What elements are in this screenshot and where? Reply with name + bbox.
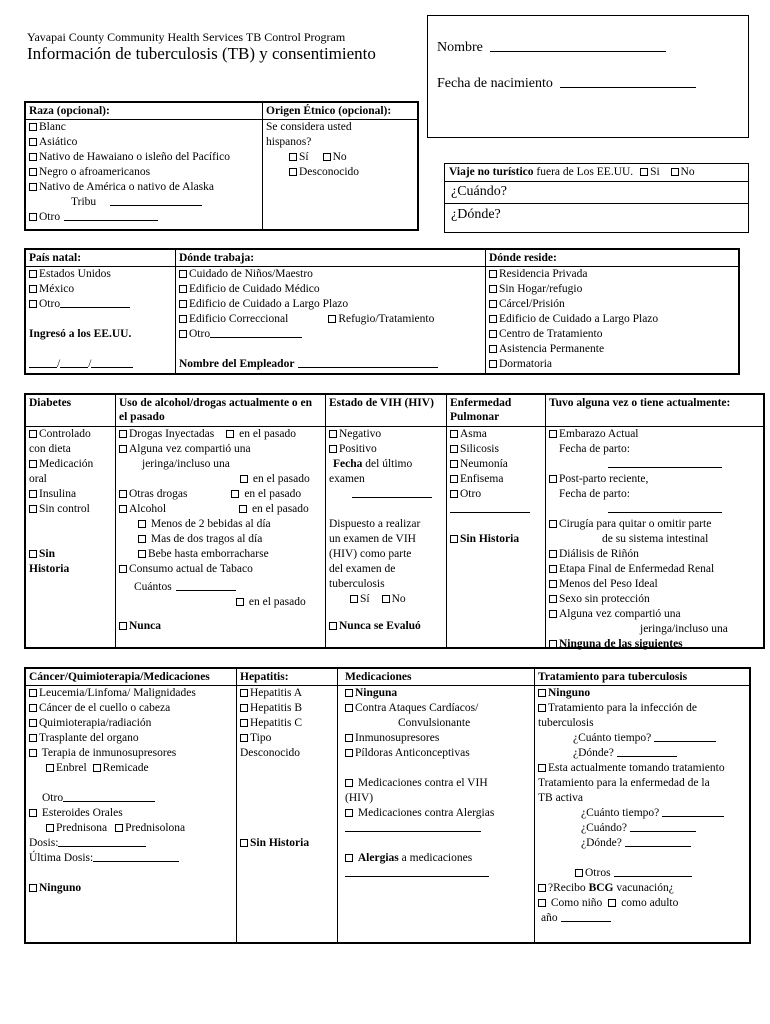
travel-question[interactable]: Viaje no turístico fuera de Los EE.UU. Si No xyxy=(445,164,748,182)
checkbox-icon[interactable] xyxy=(119,490,127,498)
tobacco-past[interactable]: en el pasado xyxy=(116,595,325,610)
ethnic-unknown[interactable]: Desconocido xyxy=(263,165,417,180)
checkbox-icon[interactable] xyxy=(29,734,37,742)
hepatitis-option[interactable]: Hepatitis C xyxy=(237,716,337,731)
checkbox-icon[interactable] xyxy=(489,360,497,368)
travel-box xyxy=(444,163,749,233)
checkbox-icon[interactable] xyxy=(329,622,337,630)
checkbox-icon[interactable] xyxy=(345,704,353,712)
checkbox-icon[interactable] xyxy=(382,595,390,603)
checkbox-icon[interactable] xyxy=(671,168,679,176)
condition-option[interactable]: Etapa Final de Enfermedad Renal xyxy=(546,562,763,577)
checkbox-icon[interactable] xyxy=(231,490,239,498)
drug-allergies[interactable]: Alergias a medicaciones xyxy=(338,851,534,866)
alcohol-option[interactable]: Mas de dos tragos al día xyxy=(116,532,325,547)
health-history-box xyxy=(24,393,765,649)
condition-option[interactable]: Diálisis de Riñón xyxy=(546,547,763,562)
birth-header: País natal: xyxy=(26,250,175,267)
tb-active-where[interactable]: ¿Dónde? xyxy=(535,836,749,851)
checkbox-icon[interactable] xyxy=(29,884,37,892)
checkbox-icon[interactable] xyxy=(240,475,248,483)
tb-infection-line2: tuberculosis xyxy=(538,717,594,729)
condition-shared-line2: jeringa/incluso una xyxy=(640,623,728,635)
checkbox-icon[interactable] xyxy=(345,734,353,742)
race-header: Raza (opcional): xyxy=(26,103,262,120)
substance-injected[interactable]: Drogas Inyectadas en el pasado xyxy=(116,427,325,442)
oral-steroids[interactable]: Esteroides Orales xyxy=(26,806,236,821)
residence-header: Dónde reside: xyxy=(486,250,738,267)
hiv-header: Estado de VIH (HIV) xyxy=(326,395,446,427)
tobacco-count-blank[interactable] xyxy=(176,590,236,591)
last-dose-blank[interactable] xyxy=(93,861,179,862)
race-other-blank[interactable] xyxy=(64,220,158,221)
checkbox-icon[interactable] xyxy=(179,270,187,278)
dob-blank[interactable] xyxy=(560,87,696,88)
diabetes-option-line2: oral xyxy=(29,473,47,485)
cancer-option[interactable]: Cáncer de el cuello o cabeza xyxy=(26,701,236,716)
work-option[interactable]: Edificio de Cuidado a Largo Plazo xyxy=(176,297,485,312)
checkbox-icon[interactable] xyxy=(489,270,497,278)
conditions-none[interactable]: Ninguna de las siguientes xyxy=(546,637,763,652)
tb-infection-where[interactable]: ¿Dónde? xyxy=(535,746,749,761)
checkbox-icon[interactable] xyxy=(179,285,187,293)
lung-header: Enfermedad Pulmonar xyxy=(447,395,545,427)
checkbox-icon[interactable] xyxy=(93,764,101,772)
employer-blank[interactable] xyxy=(298,367,438,368)
checkbox-icon[interactable] xyxy=(179,315,187,323)
checkbox-icon[interactable] xyxy=(240,704,248,712)
due-date-label: Fecha de parto: xyxy=(559,443,630,455)
dose-field[interactable]: Dosis: xyxy=(26,836,236,851)
cancer-option[interactable]: Leucemia/Linfoma/ Malignidades xyxy=(26,686,236,701)
conditions-header: Tuvo alguna vez o tiene actualmente: xyxy=(546,395,763,427)
checkbox-icon[interactable] xyxy=(29,168,37,176)
lung-option[interactable]: Asma xyxy=(447,427,545,442)
alcohol-option[interactable]: Bebe hasta emborracharse xyxy=(116,547,325,562)
checkbox-icon[interactable] xyxy=(345,779,353,787)
checkbox-icon[interactable] xyxy=(115,824,123,832)
checkbox-icon[interactable] xyxy=(240,839,248,847)
medication-hiv[interactable]: Medicaciones contra el VIH xyxy=(338,776,534,791)
condition-postpartum[interactable]: Post-parto reciente, xyxy=(546,472,763,487)
checkbox-icon[interactable] xyxy=(549,430,557,438)
checkbox-icon[interactable] xyxy=(29,749,37,757)
residence-option[interactable]: Asistencia Permanente xyxy=(486,342,738,357)
delivery-date-blank[interactable] xyxy=(546,502,763,517)
checkbox-icon[interactable] xyxy=(29,430,37,438)
hiv-willing-yes-no[interactable]: Sí No xyxy=(326,592,446,607)
dob-label: Fecha de nacimiento xyxy=(437,76,553,91)
medication-option[interactable]: Inmunosupresores xyxy=(338,731,534,746)
name-blank[interactable] xyxy=(490,51,666,52)
lung-option[interactable]: Neumonía xyxy=(447,457,545,472)
checkbox-icon[interactable] xyxy=(345,809,353,817)
hiv-test-date-label: Fecha del último xyxy=(333,458,413,470)
work-option[interactable]: Edificio Correccional Refugio/Tratamiento xyxy=(176,312,485,327)
checkbox-icon[interactable] xyxy=(240,689,248,697)
checkbox-icon[interactable] xyxy=(29,460,37,468)
checkbox-icon[interactable] xyxy=(119,565,127,573)
cancer-other-blank[interactable] xyxy=(63,801,155,802)
checkbox-icon[interactable] xyxy=(489,345,497,353)
tribe-blank[interactable] xyxy=(110,205,202,206)
tb-treatment-none[interactable]: Ninguno xyxy=(535,686,749,701)
hiv-option[interactable]: Negativo xyxy=(326,427,446,442)
checkbox-icon[interactable] xyxy=(549,580,557,588)
checkbox-icon[interactable] xyxy=(119,445,127,453)
checkbox-icon[interactable] xyxy=(329,430,337,438)
checkbox-icon[interactable] xyxy=(239,505,247,513)
checkbox-icon[interactable] xyxy=(323,153,331,161)
checkbox-icon[interactable] xyxy=(138,520,146,528)
tb-treatment-other[interactable]: Otros xyxy=(535,866,749,881)
checkbox-icon[interactable] xyxy=(538,764,546,772)
work-other-blank[interactable] xyxy=(210,337,302,338)
checkbox-icon[interactable] xyxy=(489,315,497,323)
checkbox-icon[interactable] xyxy=(640,168,648,176)
checkbox-icon[interactable] xyxy=(240,734,248,742)
drug-allergies-blank[interactable] xyxy=(338,866,534,881)
substance-tobacco[interactable]: Consumo actual de Tabaco xyxy=(116,562,325,577)
dose-blank[interactable] xyxy=(58,846,146,847)
checkbox-icon[interactable] xyxy=(450,490,458,498)
substance-shared[interactable]: Alguna vez compartió una xyxy=(116,442,325,457)
hepatitis-option[interactable]: Hepatitis B xyxy=(237,701,337,716)
substance-shared-line2: jeringa/incluso una xyxy=(142,458,230,470)
birth-option[interactable]: Estados Unidos xyxy=(26,267,175,282)
checkbox-icon[interactable] xyxy=(138,550,146,558)
checkbox-icon[interactable] xyxy=(29,213,37,221)
condition-shared[interactable]: Alguna vez compartió una xyxy=(546,607,763,622)
diabetes-option[interactable]: Insulina xyxy=(26,487,115,502)
hiv-test-date-label2: examen xyxy=(329,473,365,485)
ethnic-question: Se considera usted xyxy=(266,121,352,133)
cancer-option[interactable]: Trasplante del organo xyxy=(26,731,236,746)
condition-pregnancy[interactable]: Embarazo Actual xyxy=(546,427,763,442)
diabetes-option[interactable]: Medicación xyxy=(26,457,115,472)
hepatitis-none[interactable]: Sin Historia xyxy=(237,836,337,851)
checkbox-icon[interactable] xyxy=(489,300,497,308)
work-option[interactable]: Cuidado de Niños/Maestro xyxy=(176,267,485,282)
checkbox-icon[interactable] xyxy=(29,300,37,308)
checkbox-icon[interactable] xyxy=(119,505,127,513)
diabetes-none[interactable]: Sin xyxy=(26,547,115,562)
checkbox-icon[interactable] xyxy=(29,285,37,293)
checkbox-icon[interactable] xyxy=(549,550,557,558)
travel-when[interactable]: ¿Cuándo? xyxy=(445,182,748,204)
checkbox-icon[interactable] xyxy=(119,622,127,630)
checkbox-icon[interactable] xyxy=(289,168,297,176)
ethnic-question: hispanos? xyxy=(266,136,312,148)
tb-treatment-header: Tratamiento para tuberculosis xyxy=(535,669,749,686)
checkbox-icon[interactable] xyxy=(350,595,358,603)
checkbox-icon[interactable] xyxy=(549,610,557,618)
checkbox-icon[interactable] xyxy=(240,719,248,727)
checkbox-icon[interactable] xyxy=(538,704,546,712)
name-label: Nombre xyxy=(437,40,483,55)
last-dose-field[interactable]: Última Dosis: xyxy=(26,851,236,866)
lung-option[interactable]: Otro xyxy=(447,487,545,502)
birth-work-residence-box xyxy=(24,248,740,375)
hepatitis-type[interactable]: Tipo xyxy=(237,731,337,746)
checkbox-icon[interactable] xyxy=(345,689,353,697)
race-option[interactable]: Nativo de América o nativo de Alaska xyxy=(26,180,262,195)
checkbox-icon[interactable] xyxy=(489,285,497,293)
checkbox-icon[interactable] xyxy=(345,749,353,757)
checkbox-icon[interactable] xyxy=(29,183,37,191)
checkbox-icon[interactable] xyxy=(179,330,187,338)
checkbox-icon[interactable] xyxy=(450,535,458,543)
checkbox-icon[interactable] xyxy=(29,123,37,131)
medication-cardiac-line2: Convulsionante xyxy=(398,717,471,729)
patient-info-box xyxy=(427,15,749,138)
dob-field[interactable] xyxy=(437,76,696,92)
lung-option[interactable]: Enfisema xyxy=(447,472,545,487)
residence-option[interactable]: Edificio de Cuidado a Largo Plazo xyxy=(486,312,738,327)
condition-option[interactable]: Sexo sin protección xyxy=(546,592,763,607)
checkbox-icon[interactable] xyxy=(29,505,37,513)
hiv-option[interactable]: Positivo xyxy=(326,442,446,457)
checkbox-icon[interactable] xyxy=(549,520,557,528)
tb-active-duration[interactable]: ¿Cuánto tiempo? xyxy=(535,806,749,821)
cancer-none[interactable]: Ninguno xyxy=(26,881,236,896)
checkbox-icon[interactable] xyxy=(29,719,37,727)
medication-allergy[interactable]: Medicaciones contra Alergias xyxy=(338,806,534,821)
treatment-history-box xyxy=(24,667,751,944)
cancer-option[interactable]: Quimioterapia/radiación xyxy=(26,716,236,731)
substance-shared-past[interactable]: en el pasado xyxy=(116,472,325,487)
lung-option[interactable]: Silicosis xyxy=(447,442,545,457)
checkbox-icon[interactable] xyxy=(46,824,54,832)
checkbox-icon[interactable] xyxy=(29,270,37,278)
substance-header: Uso de alcohol/drogas actualmente o en el pasado xyxy=(116,395,325,427)
tobacco-count[interactable]: Cuántos xyxy=(116,580,325,595)
checkbox-icon[interactable] xyxy=(289,153,297,161)
checkbox-icon[interactable] xyxy=(46,764,54,772)
checkbox-icon[interactable] xyxy=(538,899,546,907)
tb-active-treatment[interactable]: Esta actualmente tomando tratamiento xyxy=(535,761,749,776)
diabetes-option[interactable]: Controlado xyxy=(26,427,115,442)
ethnic-header: Origen Étnico (opcional): xyxy=(263,103,417,120)
checkbox-icon[interactable] xyxy=(549,565,557,573)
tb-active-line3: TB activa xyxy=(538,792,584,804)
hiv-willing-text: del examen de xyxy=(329,563,396,575)
checkbox-icon[interactable] xyxy=(29,689,37,697)
medication-allergy-blank[interactable] xyxy=(338,821,534,836)
checkbox-icon[interactable] xyxy=(345,854,353,862)
checkbox-icon[interactable] xyxy=(608,899,616,907)
checkbox-icon[interactable] xyxy=(549,595,557,603)
substance-other-drugs[interactable]: Otras drogas en el pasado xyxy=(116,487,325,502)
medications-header: Medicaciones xyxy=(338,669,534,686)
bcg-question[interactable]: ?Recibo BCG vacunación¿ xyxy=(535,881,749,896)
race-option[interactable]: Asiático xyxy=(26,135,262,150)
checkbox-icon[interactable] xyxy=(236,598,244,606)
birth-option[interactable]: México xyxy=(26,282,175,297)
bcg-when[interactable]: Como niño como adulto xyxy=(535,896,749,911)
checkbox-icon[interactable] xyxy=(450,445,458,453)
checkbox-icon[interactable] xyxy=(538,884,546,892)
immunosuppressant-options[interactable]: Enbrel Remicade xyxy=(26,761,236,776)
employer-field[interactable]: Nombre del Empleador xyxy=(176,357,485,372)
work-option[interactable]: Otro xyxy=(176,327,485,342)
checkbox-icon[interactable] xyxy=(575,869,583,877)
checkbox-icon[interactable] xyxy=(450,460,458,468)
lung-none[interactable]: Sin Historia xyxy=(447,532,545,547)
race-option[interactable]: Nativo de Hawaiano o isleño del Pacífico xyxy=(26,150,262,165)
race-option[interactable]: Negro o afroamericanos xyxy=(26,165,262,180)
diabetes-option-line2: con dieta xyxy=(29,443,71,455)
checkbox-icon[interactable] xyxy=(29,704,37,712)
hiv-willing-text: (HIV) como parte xyxy=(329,548,412,560)
checkbox-icon[interactable] xyxy=(450,475,458,483)
checkbox-icon[interactable] xyxy=(549,640,557,648)
medication-cardiac[interactable]: Contra Ataques Cardíacos/ xyxy=(338,701,534,716)
residence-option[interactable]: Centro de Tratamiento xyxy=(486,327,738,342)
work-header: Dónde trabaja: xyxy=(176,250,485,267)
hiv-never-tested[interactable]: Nunca se Evaluó xyxy=(326,619,446,634)
cancer-option[interactable]: Terapia de inmunosupresores xyxy=(26,746,236,761)
birth-option[interactable]: Otro xyxy=(26,297,175,312)
diabetes-header: Diabetes xyxy=(26,395,115,427)
substance-never[interactable]: Nunca xyxy=(116,619,325,634)
condition-surgery-line2: de su sistema intestinal xyxy=(602,533,709,545)
cancer-header: Cáncer/Quimioterapia/Medicaciones xyxy=(26,669,236,686)
race-option[interactable]: Blanc xyxy=(26,120,262,135)
cancer-other[interactable]: Otro xyxy=(26,791,236,806)
condition-surgery[interactable]: Cirugía para quitar o omitir parte xyxy=(546,517,763,532)
diabetes-none-line2: Historia xyxy=(29,563,70,575)
residence-option[interactable]: Cárcel/Prisión xyxy=(486,297,738,312)
travel-where[interactable]: ¿Dónde? xyxy=(451,207,501,222)
checkbox-icon[interactable] xyxy=(29,138,37,146)
substance-alcohol[interactable]: Alcohol en el pasado xyxy=(116,502,325,517)
checkbox-icon[interactable] xyxy=(29,490,37,498)
checkbox-icon[interactable] xyxy=(138,535,146,543)
medication-option[interactable]: Píldoras Anticonceptivas xyxy=(338,746,534,761)
bcg-year[interactable]: año xyxy=(535,911,749,926)
hiv-test-date-blank[interactable] xyxy=(326,487,446,502)
tb-active-line2: Tratamiento para la enfermedad de la xyxy=(538,777,710,789)
condition-option[interactable]: Menos del Peso Ideal xyxy=(546,577,763,592)
lung-other-blank[interactable] xyxy=(447,502,545,517)
hepatitis-option[interactable]: Hepatitis A xyxy=(237,686,337,701)
diabetes-option[interactable]: Sin control xyxy=(26,502,115,517)
ethnic-yes-no[interactable]: Sí No xyxy=(263,150,417,165)
checkbox-icon[interactable] xyxy=(538,689,546,697)
due-date-blank[interactable] xyxy=(546,457,763,472)
checkbox-icon[interactable] xyxy=(29,809,37,817)
checkbox-icon[interactable] xyxy=(489,330,497,338)
work-option[interactable]: Edificio de Cuidado Médico xyxy=(176,282,485,297)
checkbox-icon[interactable] xyxy=(119,430,127,438)
birth-other-blank[interactable] xyxy=(60,307,130,308)
race-other[interactable]: Otro xyxy=(26,210,262,225)
checkbox-icon[interactable] xyxy=(450,430,458,438)
page-title: Información de tuberculosis (TB) y consentimiento xyxy=(27,44,376,63)
name-field[interactable] xyxy=(437,40,666,56)
alcohol-option[interactable]: Menos de 2 bebidas al día xyxy=(116,517,325,532)
program-name: Yavapai County Community Health Services TB Control Program xyxy=(27,30,346,44)
residence-option[interactable]: Residencia Privada xyxy=(486,267,738,282)
steroid-options[interactable]: Prednisona Prednisolona xyxy=(26,821,236,836)
race-ethnicity-box xyxy=(24,101,419,231)
checkbox-icon[interactable] xyxy=(549,475,557,483)
medications-none[interactable]: Ninguna xyxy=(338,686,534,701)
checkbox-icon[interactable] xyxy=(179,300,187,308)
tb-active-when[interactable]: ¿Cuándo? xyxy=(535,821,749,836)
checkbox-icon[interactable] xyxy=(328,315,336,323)
checkbox-icon[interactable] xyxy=(29,153,37,161)
tb-infection-duration[interactable]: ¿Cuánto tiempo? xyxy=(535,731,749,746)
checkbox-icon[interactable] xyxy=(226,430,234,438)
hiv-willing-text: un examen de VIH xyxy=(329,533,416,545)
entered-us-label: Ingresó a los EE.UU. xyxy=(29,328,132,340)
hepatitis-header: Hepatitis: xyxy=(237,669,337,686)
medication-hiv-line2: (HIV) xyxy=(345,792,374,804)
hiv-willing-text: tuberculosis xyxy=(329,578,385,590)
residence-option[interactable]: Dormatoria xyxy=(486,357,738,372)
hiv-willing-text: Dispuesto a realizar xyxy=(329,518,421,530)
tribe-field[interactable]: Tribu xyxy=(26,195,262,210)
entered-us-date[interactable]: / / xyxy=(26,357,175,372)
checkbox-icon[interactable] xyxy=(329,445,337,453)
residence-option[interactable]: Sin Hogar/refugio xyxy=(486,282,738,297)
tb-infection-treatment[interactable]: Tratamiento para la infección de xyxy=(535,701,749,716)
checkbox-icon[interactable] xyxy=(29,550,37,558)
hepatitis-type-unknown: Desconocido xyxy=(240,747,301,759)
delivery-date-label: Fecha de parto: xyxy=(559,488,630,500)
